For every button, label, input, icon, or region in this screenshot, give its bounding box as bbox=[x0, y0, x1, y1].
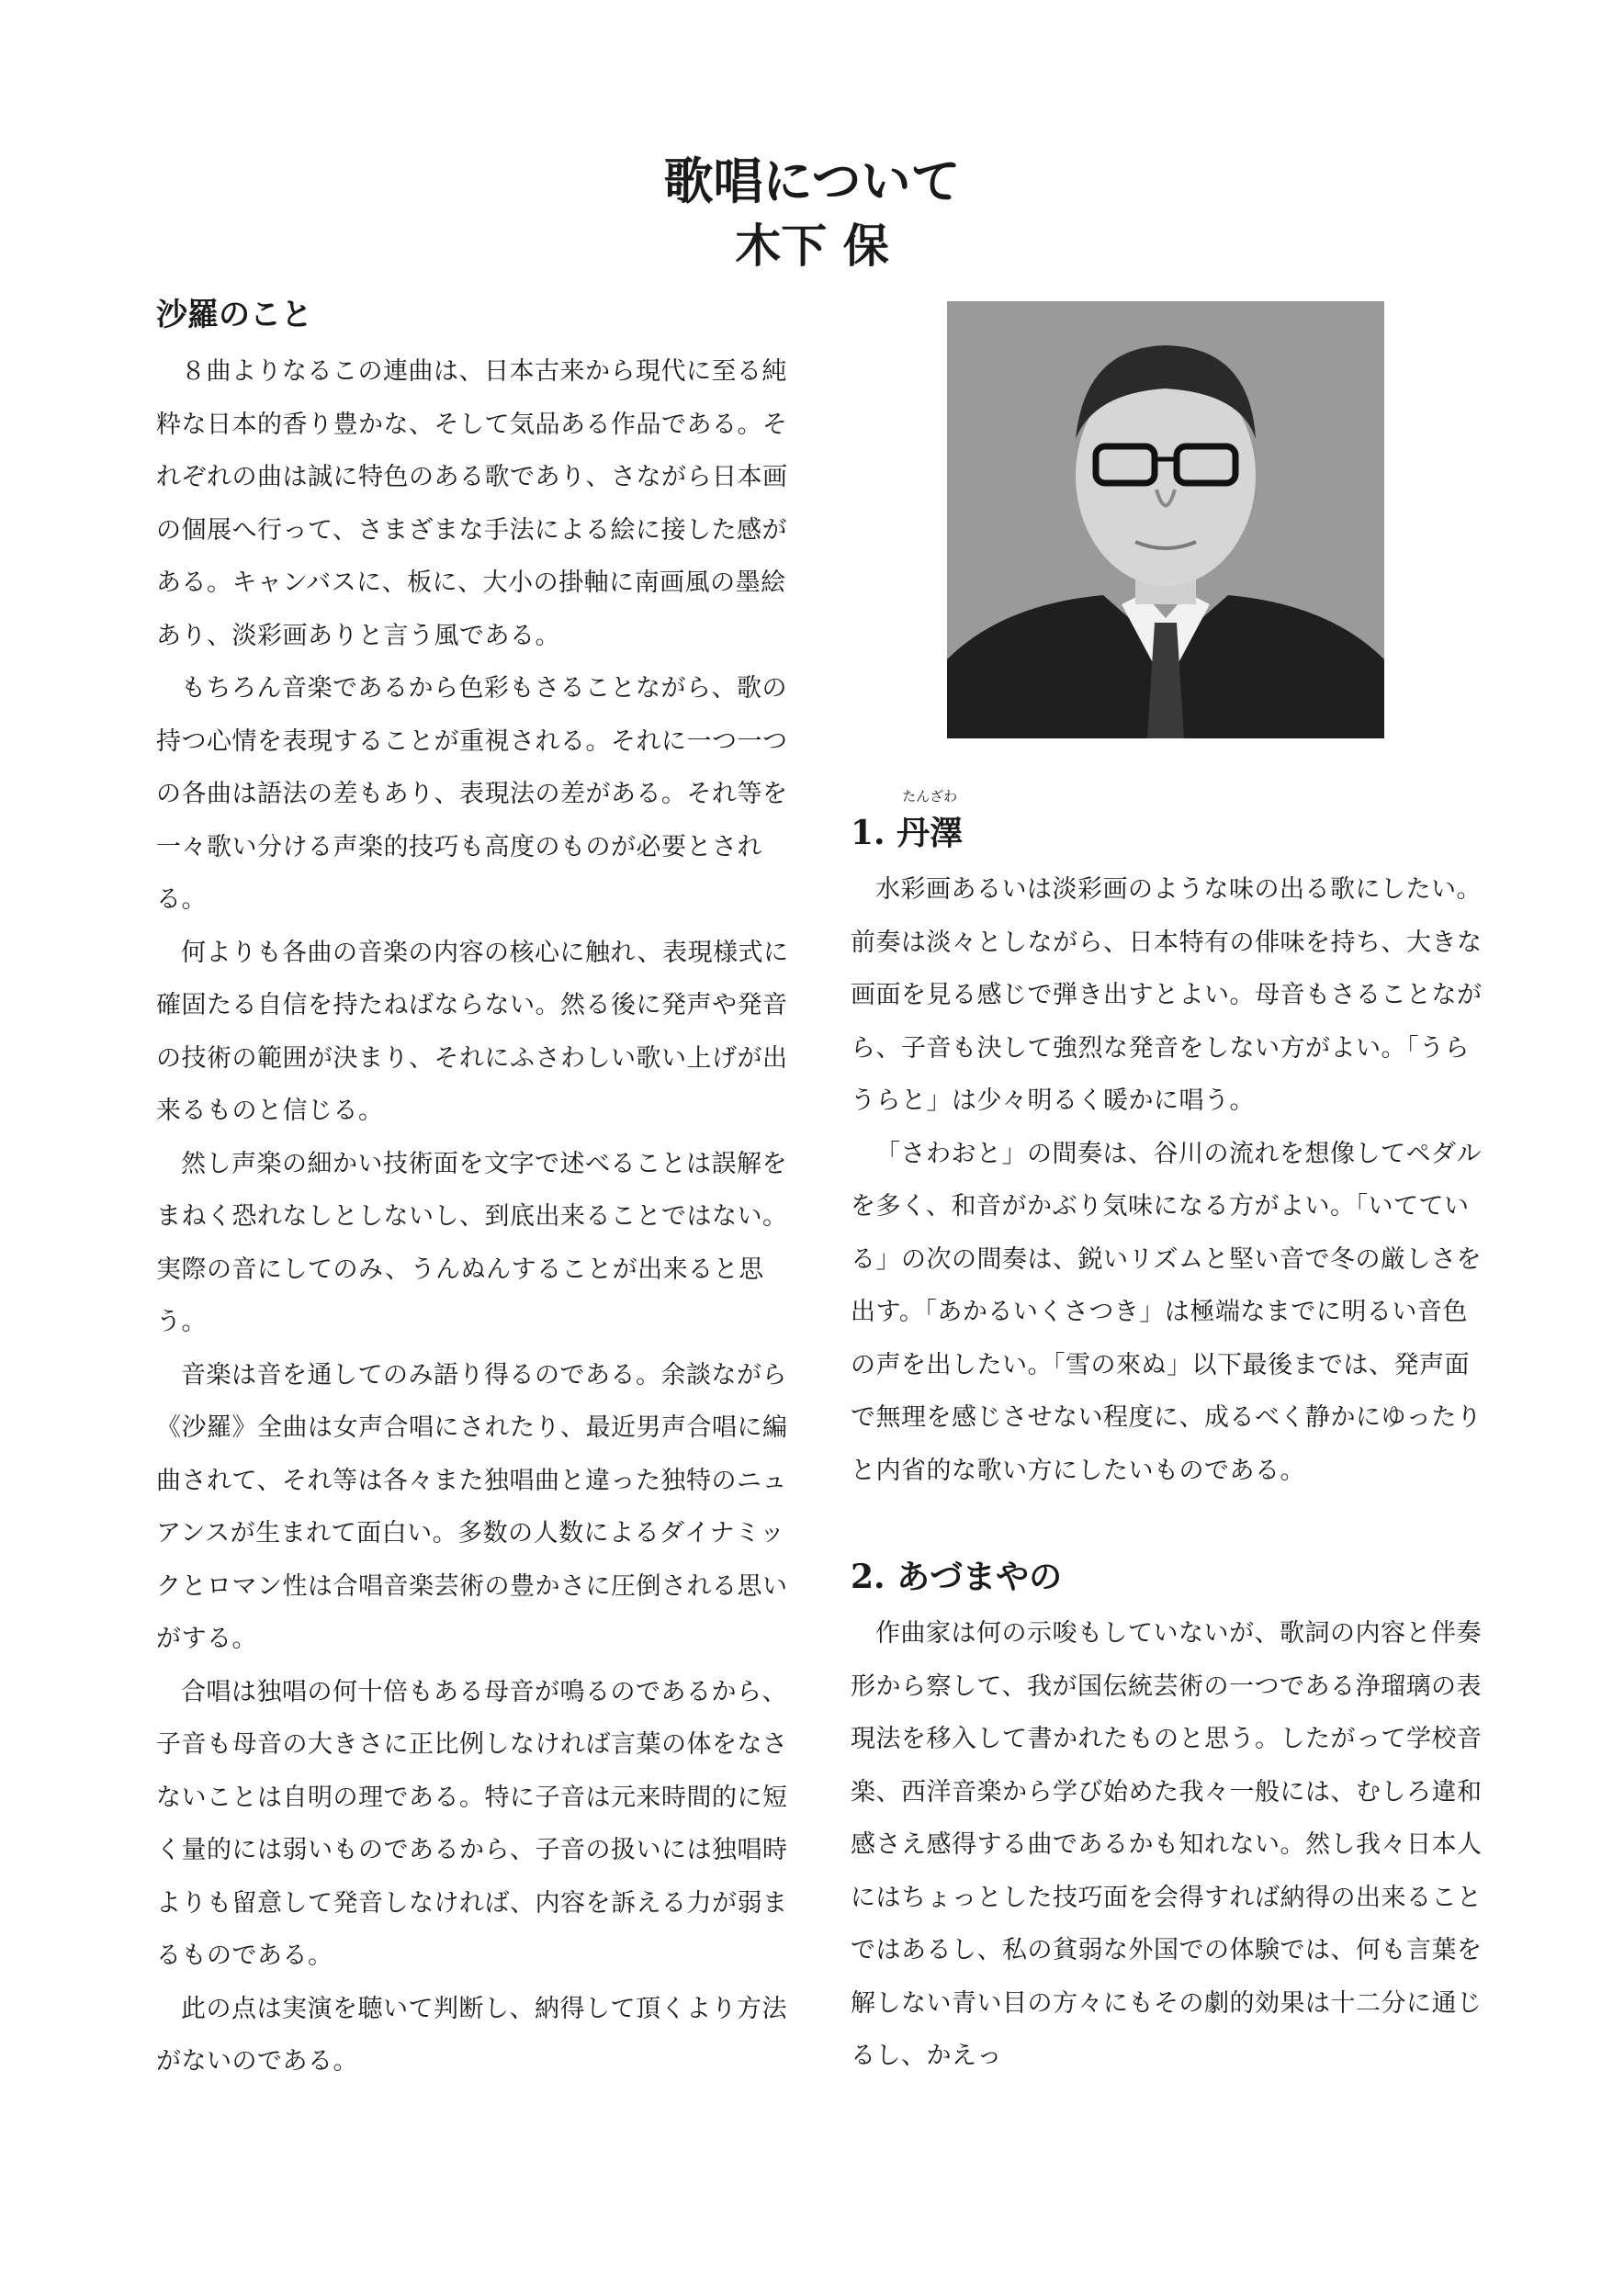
paragraph: 「さわおと」の間奏は、谷川の流れを想像してペダルを多く、和音がかぶり気味になる方がよい。「いてている」の次の間奏は、鋭いリズムと堅い音で冬の厳しさを出す。「あかるいくさつき」は極端なまでに明るい音色の声を出したい。「雪の來ぬ」以下最後までは、発声面で無理を感じさせない程度に、成るべく静かにゆったりと内省的な歌い方にしたいものである。 bbox=[851, 1139, 1483, 1485]
paragraph: 水彩画あるいは淡彩画のような味の出る歌にしたい。前奏は淡々としながら、日本特有の俳味を持ち、大きな画面を見る感じで弾き出すとよい。母音もさることながら、子音も決して強烈な発音をしない方がよい。「うらうらと」は少々明るく暖かに唱う。 bbox=[851, 875, 1483, 1115]
left-column bbox=[156, 290, 790, 2088]
paragraph: 然し声楽の細かい技術面を文字で述べることは誤解をまねく恐れなしとしないし、到底出来ることではない。実際の音にしてのみ、うんぬんすることが出来ると思う。 bbox=[156, 1149, 788, 1336]
paragraph: 何よりも各曲の音楽の内容の核心に触れ、表現様式に確固たる自信を持たねばならない。然る後に発声や発音の技術の範囲が決まり、それにふさわしい歌い上げが出来るものと信じる。 bbox=[156, 938, 789, 1125]
section-title: あづまやの bbox=[897, 1558, 1063, 1596]
portrait-illustration bbox=[947, 301, 1384, 738]
paragraph: 作曲家は何の示唆もしていないが、歌詞の内容と伴奏形から察して、我が国伝統芸術の一つである浄瑠璃の表現法を移入して書かれたものと思う。したがって学校音楽、西洋音楽から学び始めた我々一般には、むしろ違和感さえ感得する曲であるかも知れない。然し我々日本人にはちょっとした技巧面を会得すれば納得の出来ることではあるし、私の貧弱な外国での体験では、何も言葉を解しない青い目の方々にもその劇的効果は十二分に通じるし、かえっ bbox=[851, 1619, 1483, 2070]
section-title: 丹澤 bbox=[897, 814, 964, 852]
paragraph: 音楽は音を通してのみ語り得るのである。余談ながら《沙羅》全曲は女声合唱にされたり、最近男声合唱に編曲されて、それ等は各々また独唱曲と違った独特のニュアンスが生まれて面白い。多数の人数によるダイナミックとロマン性は合唱音楽芸術の豊かさに圧倒される思いがする。 bbox=[156, 1360, 788, 1653]
section-heading-2 bbox=[851, 1552, 1484, 1602]
paragraph: ８曲よりなるこの連曲は、日本古来から現代に至る純粋な日本的香り豊かな、そして気品ある作品である。それぞれの曲は誠に特色のある歌であり、さながら日本画の個展へ行って、さまざまな手法による絵に接した感がある。キャンバスに、板に、大小の掛軸に南画風の墨絵あり、淡彩画ありと言う風である。 bbox=[156, 357, 788, 650]
section-heading-1 bbox=[851, 788, 1484, 858]
section-heading-sara: 沙羅のこと bbox=[156, 297, 312, 333]
paragraph: もちろん音楽であるから色彩もさることながら、歌の持つ心情を表現することが重視される。それに一つ一つの各曲は語法の差もあり、表現法の差がある。それ等を一々歌い分ける声楽的技巧も高度のものが必要とされる。 bbox=[156, 674, 788, 914]
section-gap bbox=[851, 1497, 1484, 1552]
ruby-reading: たんざわ bbox=[902, 788, 958, 805]
section-title-with-ruby bbox=[897, 788, 964, 858]
page-title: 歌唱について bbox=[663, 152, 961, 210]
right-column bbox=[851, 788, 1484, 2083]
paragraph: 合唱は独唱の何十倍もある母音が鳴るのであるから、子音も母音の大きさに正比例しなければ言葉の体をなさないことは自明の理である。特に子音は元来時間的に短く量的には弱いものであるから、子音の扱いには独唱時よりも留意して発音しなければ、内容を訴える力が弱まるものである。 bbox=[156, 1677, 788, 1970]
page-author: 木下 保 bbox=[735, 219, 889, 273]
section-number: 2. bbox=[851, 1558, 885, 1596]
paragraph: 此の点は実演を聴いて判断し、納得して頂くより方法がないのである。 bbox=[156, 1994, 787, 2076]
section-number: 1. bbox=[851, 814, 885, 852]
portrait-photo-icon bbox=[947, 301, 1384, 738]
